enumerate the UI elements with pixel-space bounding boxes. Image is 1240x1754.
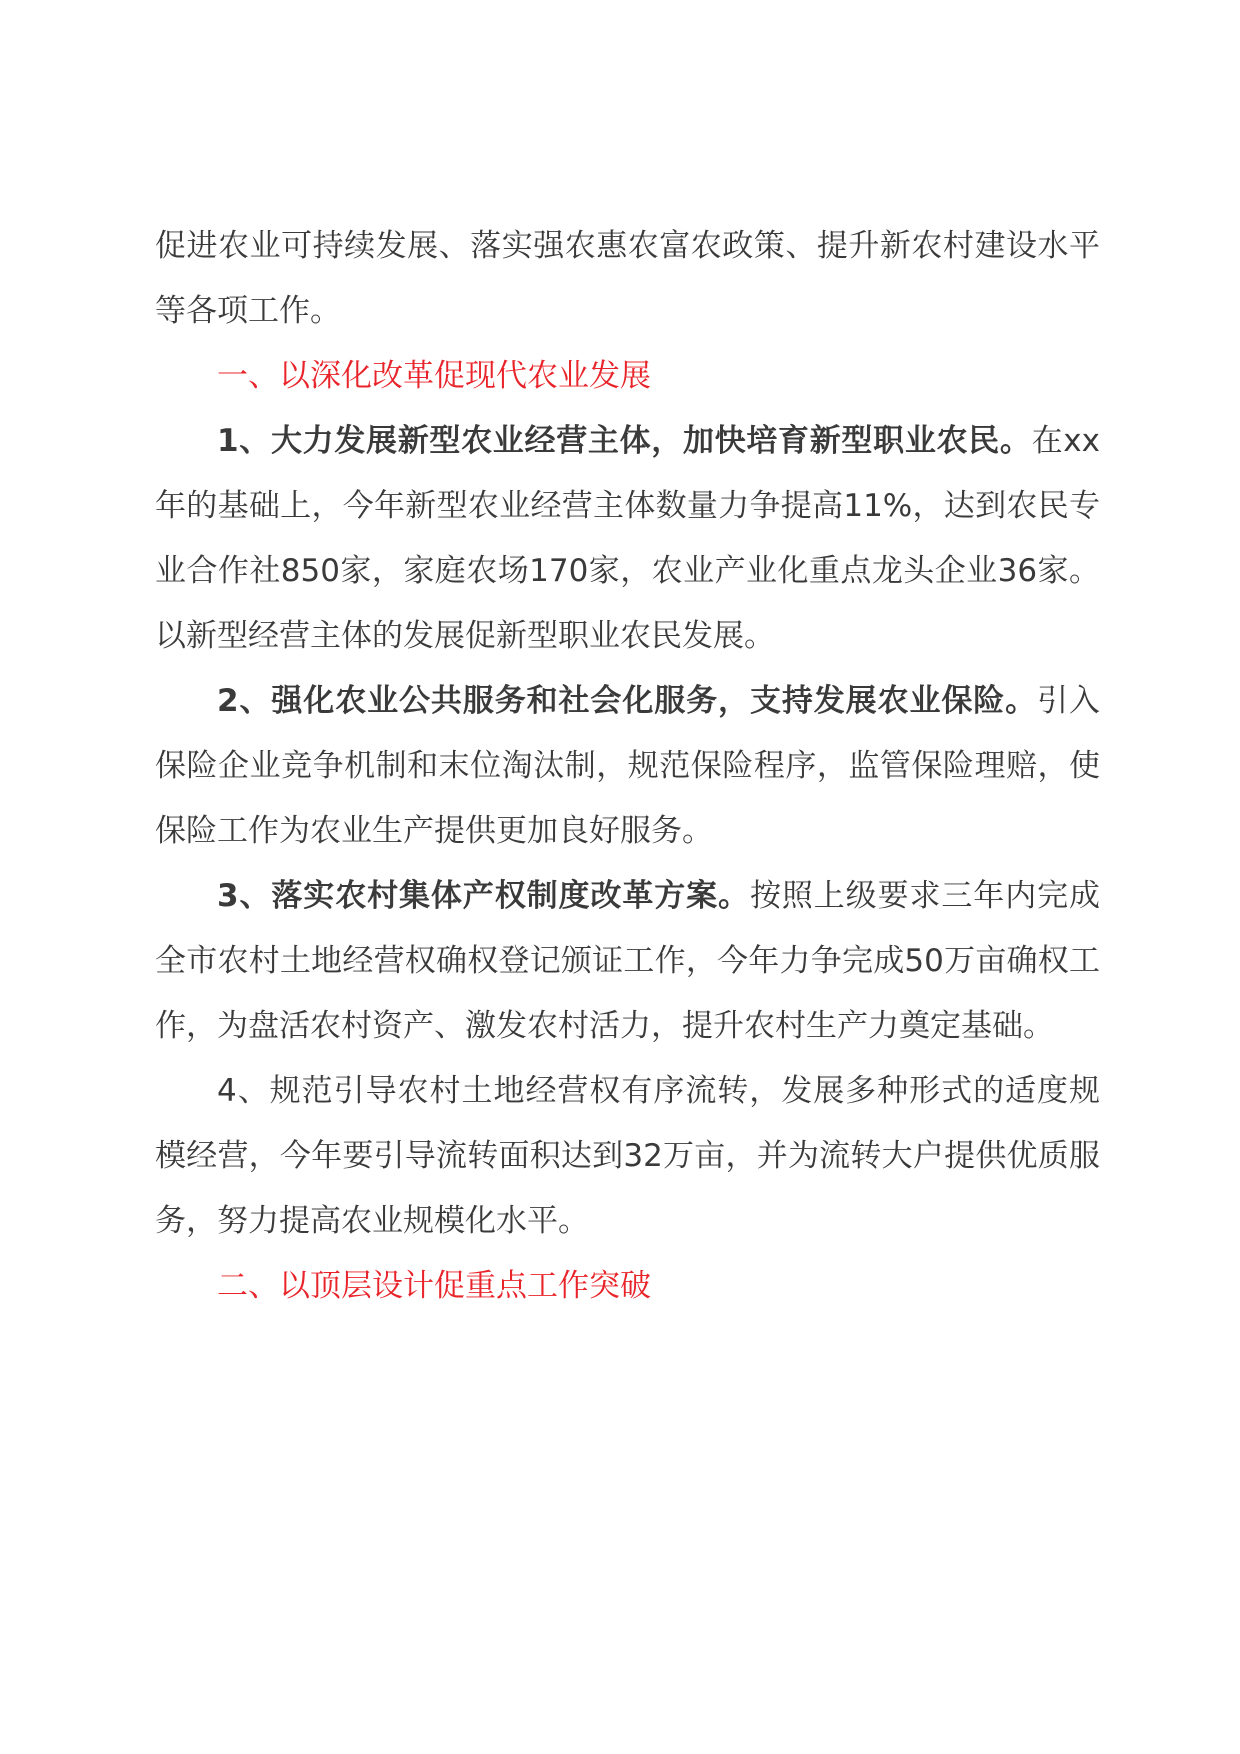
item-paragraph-4 [155,1059,1100,1254]
paragraph-text: 4、规范引导农村土地经营权有序流转，发展多种形式的适度规模经营，今年要引导流转面积达到32万亩，并为流转大户提供优质服务，努力提高农业规模化水平。 [155,1073,1100,1239]
item-bold-title: 3、落实农村集体产权制度改革方案。 [217,878,750,914]
item-bold-title: 1、大力发展新型农业经营主体，加快培育新型职业农民。 [217,423,1032,459]
section-heading-text: 二、以顶层设计促重点工作突破 [217,1268,651,1304]
item-paragraph-1 [155,409,1100,669]
item-body-text: 按照上级要求三年内完成全市农村土地经营权确权登记颁证工作，今年力争完成50万亩确权工作，为盘活农村资产、激发农村活力，提升农村生产力奠定基础。 [155,878,1100,1044]
item-body-text: 引入保险企业竞争机制和末位淘汰制，规范保险程序，监管保险理赔，使保险工作为农业生产提供更加良好服务。 [155,683,1100,849]
section-heading-1 [155,344,1100,409]
item-paragraph-3 [155,864,1100,1059]
section-heading-2 [155,1254,1100,1319]
item-bold-title: 2、强化农业公共服务和社会化服务，支持发展农业保险。 [217,683,1038,719]
paragraph-text: 促进农业可持续发展、落实强农惠农富农政策、提升新农村建设水平等各项工作。 [155,228,1100,329]
section-heading-text: 一、以深化改革促现代农业发展 [217,358,651,394]
document-page [155,214,1100,1319]
body-paragraph-intro [155,214,1100,344]
item-paragraph-2 [155,669,1100,864]
item-body-text: 在xx年的基础上，今年新型农业经营主体数量力争提高11%，达到农民专业合作社850家，家庭农场170家，农业产业化重点龙头企业36家。以新型经营主体的发展促新型职业农民发展。 [155,423,1100,654]
